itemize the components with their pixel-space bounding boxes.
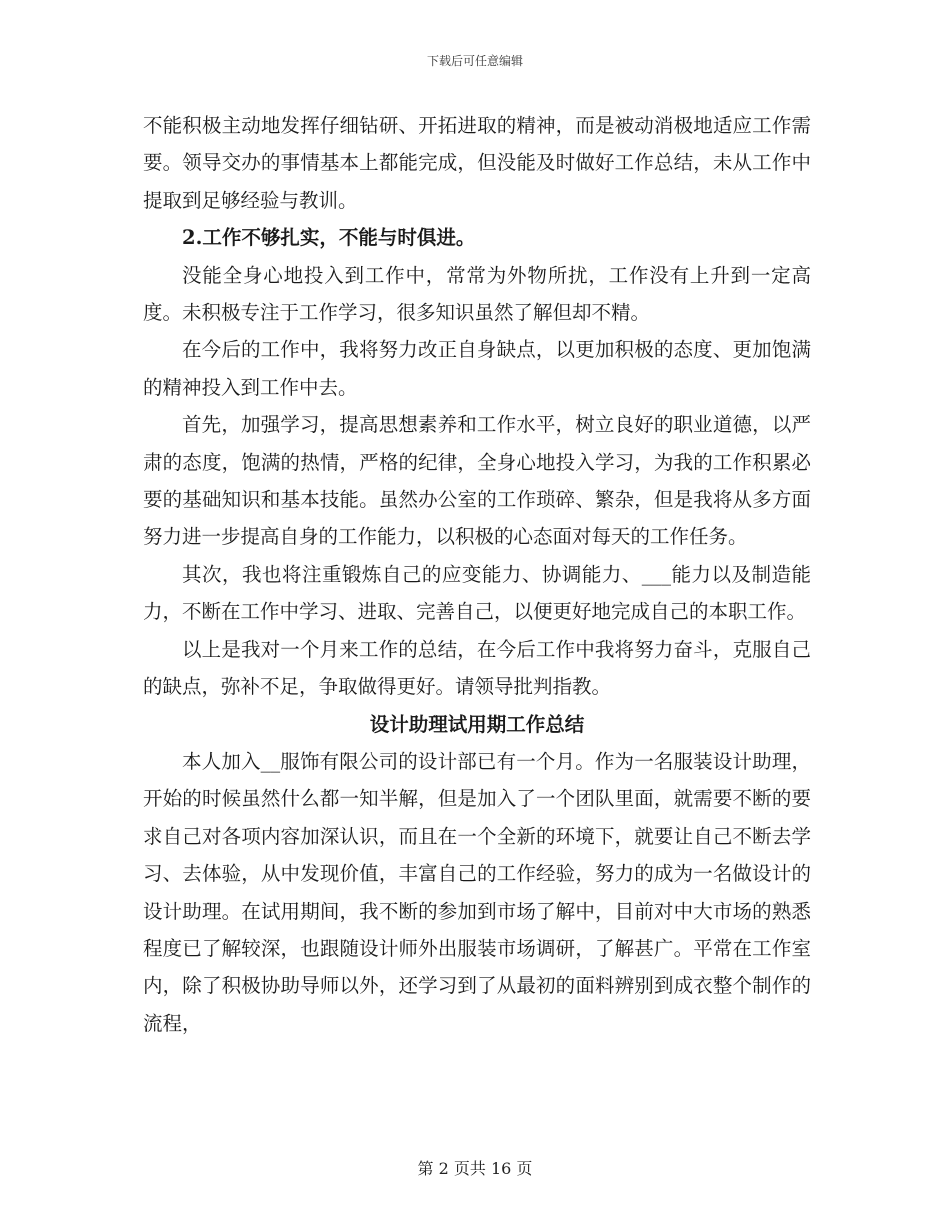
paragraph: 以上是我对一个月来工作的总结，在今后工作中我将努力奋斗，克服自己的缺点，弥补不足，争取做得更好。请领导批判指教。 (143, 637, 811, 699)
document-body (143, 107, 811, 1042)
paragraph: 在今后的工作中，我将努力改正自身缺点，以更加积极的态度、更加饱满的精神投入到工作中去。 (143, 338, 811, 399)
paragraph: 其次，我也将注重锻炼自己的应变能力、协调能力、___能力以及制造能力，不断在工作中学习、进取、完善自己，以便更好地完成自己的本职工作。 (143, 562, 811, 624)
section-heading: 2.工作不够扎实，不能与时俱进。 (182, 226, 476, 250)
paragraph: 首先，加强学习，提高思想素养和工作水平，树立良好的职业道德，以严肃的态度，饱满的热情，严格的纪律，全身心地投入学习，为我的工作积累必要的基础知识和基本技能。虽然办公室的工作琐碎、繁杂，但是我将从多方面努力进一步提高自身的工作能力，以积极的心态面对每天的工作任务。 (143, 413, 811, 549)
paragraph: 本人加入__服饰有限公司的设计部已有一个月。作为一名服装设计助理，开始的时候虽然什么都一知半解，但是加入了一个团队里面，就需要不断的要求自己对各项内容加深认识，而且在一个全新的环境下，就要让自己不断去学习、去体验，从中发现价值，丰富自己的工作经验，努力的成为一名做设计的设计助理。在试用期间，我不断的参加到市场了解中，目前对中大市场的熟悉程度已了解较深，也跟随设计师外出服装市场调研，了解甚广。平常在工作室内，除了积极协助导师以外，还学习到了从最初的面料辨别到成衣整个制作的流程， (143, 749, 811, 1035)
paragraph: 没能全身心地投入到工作中，常常为外物所扰，工作没有上升到一定高度。未积极专注于工作学习，很多知识虽然了解但却不精。 (143, 263, 811, 325)
document-title: 设计助理试用期工作总结 (369, 712, 585, 736)
page-footer: 第 2 页共 16 页 (417, 1159, 533, 1178)
paragraph-continuation: 不能积极主动地发挥仔细钻研、开拓进取的精神，而是被动消极地适应工作需要。领导交办的事情基本上都能完成，但没能及时做好工作总结，未从工作中提取到足够经验与教训。 (143, 114, 811, 212)
page-header: 下载后可任意编辑 (426, 54, 523, 68)
